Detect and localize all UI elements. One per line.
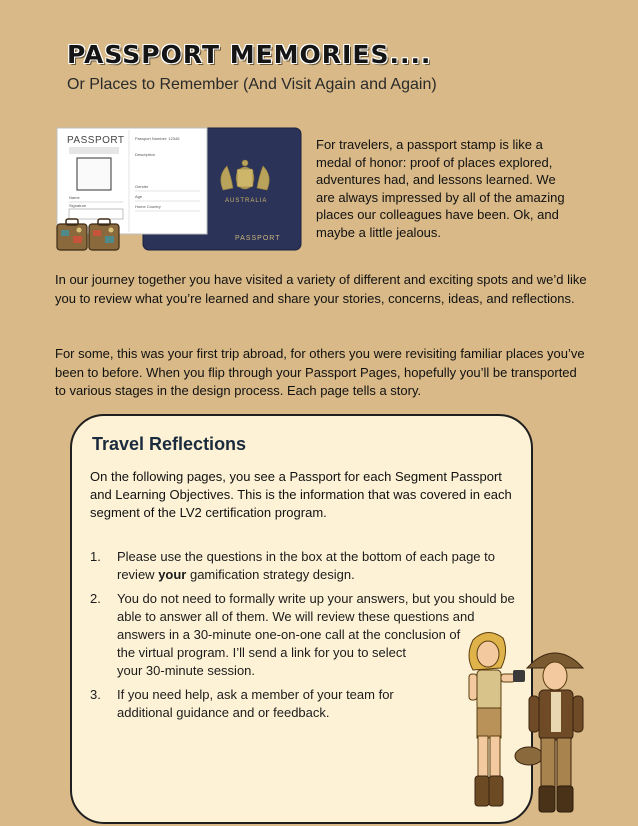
passport-signature-label: Signature [69,203,87,208]
passport-description-label: Description [135,152,156,157]
intro-text: For travelers, a passport stamp is like a medal of honor: proof of places explored, adventures had, and lessons learned. We are always impressed by all of the amazing places our colleagues have been. Ok, and maybe a little jealous. [316,137,565,240]
passport-illustration [55,126,305,256]
paragraph-first-trip: For some, this was your first trip abroad, for others you were revisiting familiar places you’ve been to before. When you flip through your Passport Pages, hopefully you’ll be transported to various stages in the design process. Each page tells a story. [55,346,585,398]
suitcase-icon [89,219,119,250]
passport-cover-label: PASSPORT [235,235,281,242]
list-item-number: 1. [90,549,101,564]
travel-reflections-title: Travel Reflections [92,434,247,454]
passport-name-label: Name [69,195,80,200]
passport-cover-country: AUSTRALIA [225,198,268,204]
paragraph-journey: In our journey together you have visited a variety of different and exciting spots and we’d like you to review what you’re learned and share your stories, concerns, ideas, and reflections. [55,272,587,306]
list-item [90,548,530,584]
passport-page-label: PASSPORT [67,135,125,146]
list-item-number: 2. [90,591,101,606]
list-item-text: Please use the questions in the box at the bottom of each page to review your gamification strategy design. [117,549,495,582]
passport-gender-label: Gender [135,184,149,189]
page-title: PASSPORT MEMORIES.... [67,40,432,69]
suitcase-icon [57,219,87,250]
passport-number-label: Passport Number: 12345 [135,136,180,141]
page-subtitle: Or Places to Remember (And Visit Again and Again) [67,76,437,93]
list-item-text: If you need help, ask a member of your team for additional guidance and or feedback. [117,687,394,720]
passport-home-country-label: Home Country [135,204,161,209]
explorers-illustration [455,626,605,822]
travel-reflections-intro: On the following pages, you see a Passport for each Segment Passport and Learning Objectives. This is the information that was covered in each segment of the LV2 certification program. [90,469,512,520]
passport-age-label: Age [135,194,143,199]
female-explorer-icon [469,632,525,806]
male-explorer-icon [515,653,583,812]
list-item-text: You do not need to formally write up your answers, but you should be able to answer all of them. We will review these questions and answers in a 30-minute one-on-one call at the conclusion of the virtual program. I’ll send a link for you to select your 30-minute session. [117,591,515,678]
list-item-number: 3. [90,687,101,702]
